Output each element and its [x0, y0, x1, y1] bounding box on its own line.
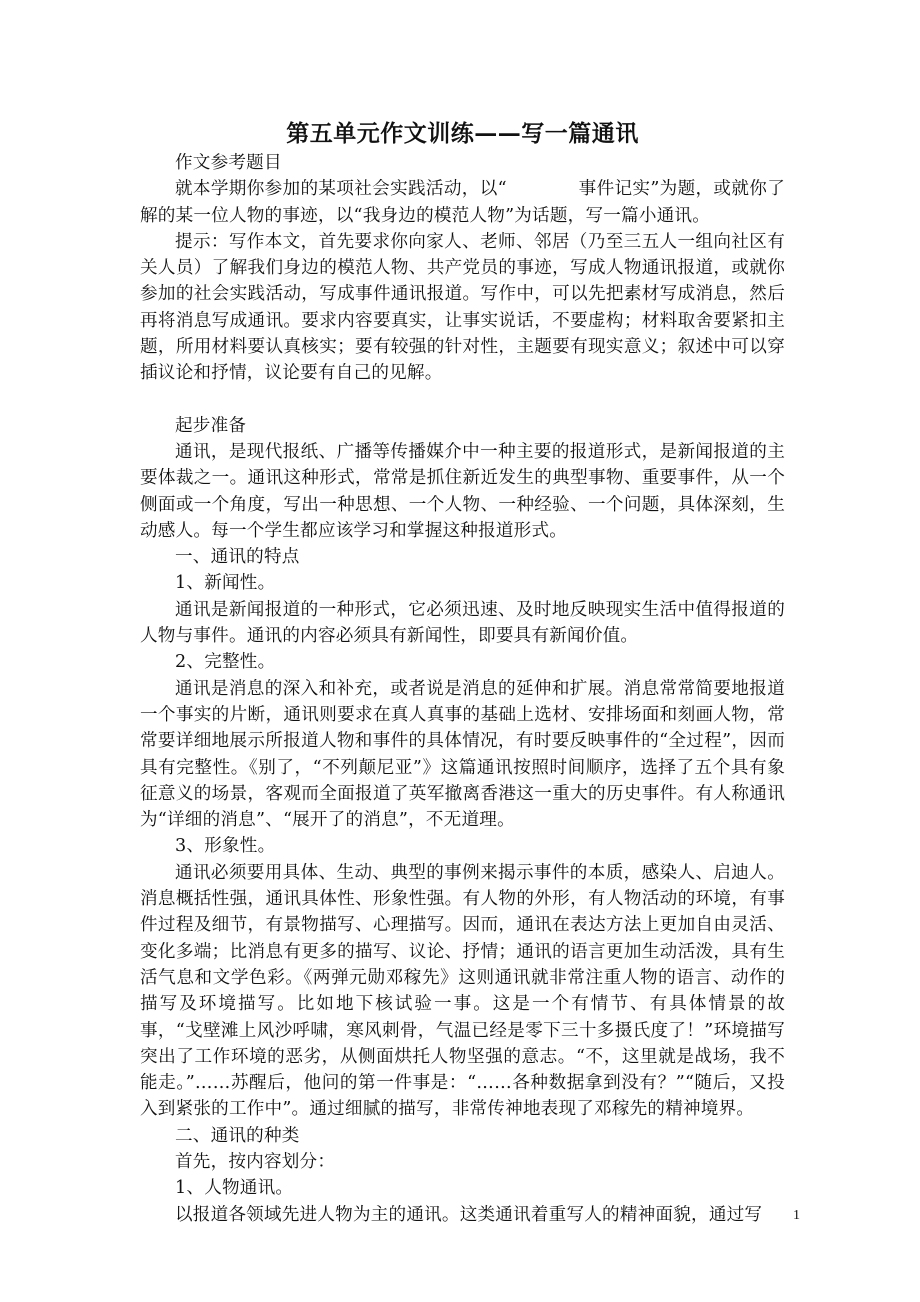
subheading-vividness: 3、形象性。: [175, 836, 276, 857]
document-title: 第五单元作文训练——写一篇通讯: [286, 120, 639, 147]
paragraph-intro: 通讯，是现代报纸、广播等传播媒介中一种主要的报道形式，是新闻报道的主要体裁之一。通讯这种形式，常常是抓住新近发生的典型事物、重要事件，从一个侧面或一个角度，写出一种思想、一个人物、一种经验、一个问题，具体深刻，生动感人。每一个学生都应该学习和掌握这种报道形式。: [140, 441, 785, 541]
paragraph-newsworthiness: 通讯是新闻报道的一种形式，它必须迅速、及时地反映现实生活中值得报道的人物与事件。通讯的内容必须具有新闻性，即要具有新闻价值。: [140, 599, 785, 647]
paragraph-gap: [140, 387, 785, 413]
document-page: [140, 118, 785, 1228]
paragraph-completeness: 通讯是消息的深入和补充，或者说是消息的延伸和扩展。消息常常简要地报道一个事实的片断，通讯则要求在真人真事的基础上选材、安排场面和刻画人物，常常要详细地展示所报道人物和事件的具体情况，有时要反映事件的“全过程”，因而具有完整性。《别了，“不列颠尼亚”》这篇通讯按照时间顺序，选择了五个具有象征意义的场景，客观而全面报道了英军撤离香港这一重大的历史事件。有人称通讯为“详细的消息”、“展开了的消息”，不无道理。: [140, 678, 785, 831]
paragraph-hint: 提示：写作本文，首先要求你向家人、老师、邻居（乃至三五人一组向社区有关人员）了解我们身边的模范人物、共产党员的事迹，写成人物通讯报道，或就你参加的社会实践活动，写成事件通讯报道。写作中，可以先把素材写成消息，然后再将消息写成通讯。要求内容要真实，让事实说话，不要虚构；材料取舍要紧扣主题，所用材料要认真核实；要有较强的针对性，主题要有现实意义；叙述中可以穿插议论和抒情，议论要有自己的见解。: [140, 231, 785, 384]
paragraph-vividness: 通讯必须要用具体、生动、典型的事例来揭示事件的本质，感染人、启迪人。消息概括性强，通讯具体性、形象性强。有人物的外形，有人物活动的环境，有事件过程及细节，有景物描写、心理描写。因而，通讯在表达方法上更加自由灵活、变化多端；比消息有更多的描写、议论、抒情；通讯的语言更加生动活泼，具有生活气息和文学色彩。《两弹元勋邓稼先》这则通讯就非常注重人物的语言、动作的描写及环境描写。比如地下核试验一事。这是一个有情节、有具体情景的故事，“戈壁滩上风沙呼啸，寒风刺骨，气温已经是零下三十多摄氏度了！”环境描写突出了工作环境的恶劣，从侧面烘托人物坚强的意志。“不，这里就是战场，我不能走。”……苏醒后，他问的第一件事是：“……各种数据拿到没有？”“随后，又投入到紧张的工作中”。通过细腻的描写，非常传神地表现了邓稼先的精神境界。: [140, 862, 785, 1120]
heading-features: 一、通讯的特点: [175, 547, 300, 568]
heading-types: 二、通讯的种类: [175, 1125, 300, 1146]
paragraph-by-content: 首先，按内容划分：: [175, 1151, 336, 1172]
paragraph-person-report: 以报道各领域先进人物为主的通讯。这类通讯着重写人的精神面貌，通过写: [175, 1204, 763, 1225]
subheading-completeness: 2、完整性。: [175, 652, 276, 673]
subheading-newsworthiness: 1、新闻性。: [175, 573, 276, 594]
subheading-person-report: 1、人物通讯。: [175, 1178, 294, 1199]
section-heading-preparation: 起步准备: [175, 415, 247, 436]
paragraph-topic: 就本学期你参加的某项社会实践活动，以“ 事件记实”为题，或就你了解的某一位人物的事迹，以“我身边的模范人物”为话题，写一篇小通讯。: [140, 179, 785, 226]
page-number: 1: [793, 1208, 800, 1223]
section-heading-topics: 作文参考题目: [175, 153, 282, 173]
